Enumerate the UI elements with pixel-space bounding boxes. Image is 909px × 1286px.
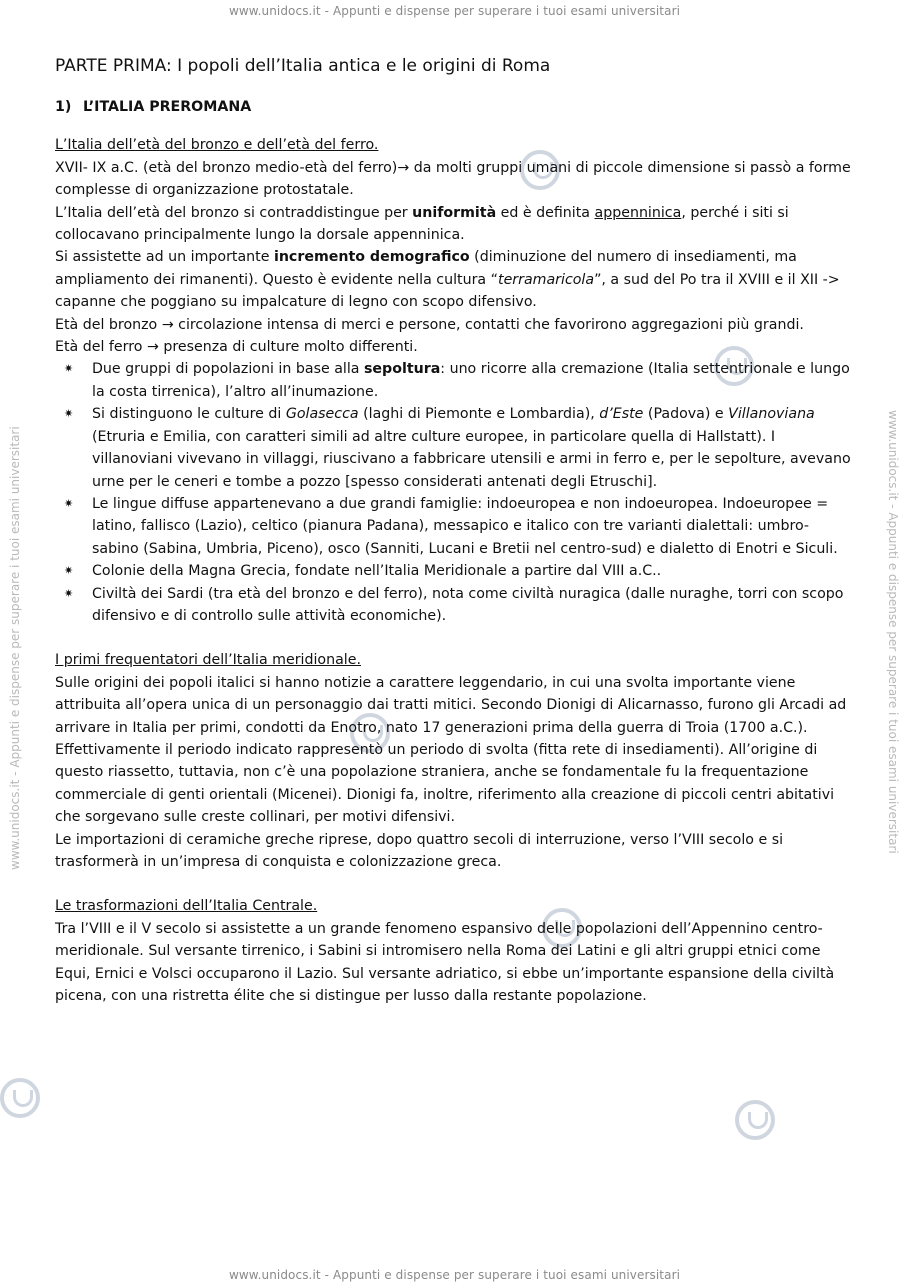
subsection-heading-bronze-iron: L’Italia dell’età del bronzo e dell’età del ferro.	[55, 137, 379, 154]
watermark-top: www.unidocs.it - Appunti e dispense per superare i tuoi esami universitari	[228, 4, 681, 18]
star-bullet-icon: ✷	[64, 362, 74, 376]
star-bullet-icon: ✷	[64, 586, 74, 600]
list-item: ✷ Due gruppi di popolazioni in base alla sepoltura: uno ricorre alla cremazione (Italia settentrionale e lungo la costa tirrenica), l’altro all’inumazione.	[92, 358, 855, 403]
paragraph: Età del bronzo → circolazione intensa di merci e persone, contatti che favorirono aggregazioni più grandi.	[55, 316, 804, 333]
star-bullet-icon: ✷	[64, 496, 74, 510]
paragraph: XVII- IX a.C. (età del bronzo medio-età del ferro)→ da molti gruppi umani di piccole dimensione si passò a forme complesse di organizzazione protostatale.	[55, 159, 851, 199]
unidocs-logo-icon	[0, 1078, 40, 1118]
section-number: 1)	[55, 99, 72, 115]
paragraph: Età del ferro → presenza di culture molto differenti.	[55, 339, 418, 356]
watermark-left: www.unidocs.it - Appunti e dispense per superare i tuoi esami universitari	[8, 426, 22, 870]
subsection-heading-southern-italy: I primi frequentatori dell’Italia meridionale.	[55, 652, 361, 669]
list-item: ✷ Le lingue diffuse appartenevano a due grandi famiglie: indoeuropea e non indoeuropea. Indoeuropee = latino, fallisco (Lazio), celtico (pianura Padana), messapico e italico con tre varianti dialettali: umbro-sabino (Sabina, Umbria, Piceno), osco (Sanniti, Lucani e Bretii nel centro-sud) e dialetto di Enotri e Siculi.	[92, 493, 855, 560]
bullet-list	[55, 358, 855, 627]
subsection-heading-central-italy: Le trasformazioni dell’Italia Centrale.	[55, 898, 318, 915]
list-item: ✷ Si distinguono le culture di Golasecca (laghi di Piemonte e Lombardia), d’Este (Padova) e Villanoviana (Etruria e Emilia, con caratteri simili ad altre culture europee, in particolare quella di Hallstatt). I villanoviani vivevano in villaggi, riuscivano a fabbricare utensili e armi in ferro e, per le sepolture, avevano urne per le ceneri e tombe a pozzo [spesso considerati antenati degli Etruschi].	[92, 403, 855, 493]
section-heading	[55, 96, 855, 118]
document-page	[55, 54, 855, 1007]
star-bullet-icon: ✷	[64, 564, 74, 578]
watermark-bottom: www.unidocs.it - Appunti e dispense per superare i tuoi esami universitari	[228, 1268, 681, 1282]
section-title: L’ITALIA PREROMANA	[83, 99, 252, 115]
star-bullet-icon: ✷	[64, 407, 74, 421]
list-item: ✷ Civiltà dei Sardi (tra età del bronzo e del ferro), nota come civiltà nuragica (dalle nuraghe, torri con scopo difensivo e di controllo sulle attività economiche).	[92, 583, 855, 628]
watermark-right: www.unidocs.it - Appunti e dispense per superare i tuoi esami universitari	[886, 410, 900, 854]
paragraph: Sulle origini dei popoli italici si hanno notizie a carattere leggendario, in cui una svolta importante viene attribuita all’opera unica di un personaggio dai tratti mitici. Secondo Dionigi di Alicarnasso, furono gli Arcadi ad arrivare in Italia per primi, condotti da Enotro, nato 17 generazioni prima della guerra di Troia (1700 a.C.). Effettivamente il periodo indicato rappresentò un periodo di svolta (fitta rete di insediamenti). All’origine di questo riassetto, tuttavia, non c’è una popolazione straniera, anche se fondamentale fu la frequentazione commerciale di genti orientali (Micenei). Dionigi fa, inoltre, riferimento alla creazione di piccoli centri abitativi che sorgevano sulle creste collinari, per motivi difensivi.	[55, 674, 847, 826]
page-title: PARTE PRIMA: I popoli dell’Italia antica e le origini di Roma	[55, 56, 551, 76]
list-item: ✷ Colonie della Magna Grecia, fondate nell’Italia Meridionale a partire dal VIII a.C..	[92, 560, 855, 582]
paragraph: Tra l’VIII e il V secolo si assistette a un grande fenomeno espansivo delle popolazioni dell’Appennino centro-meridionale. Sul versante tirrenico, i Sabini si intromisero nella Roma dei Latini e gli altri gruppi etnici come Equi, Ernici e Volsci occuparono il Lazio. Sul versante adriatico, si ebbe un’importante espansione della civiltà picena, con una ristretta élite che si distingue per lusso dalla restante popolazione.	[55, 920, 835, 1005]
paragraph: L’Italia dell’età del bronzo si contraddistingue per uniformità ed è definita appenninica, perché i siti si collocavano principalmente lungo la dorsale appenninica.	[55, 204, 789, 244]
unidocs-logo-icon	[735, 1100, 775, 1140]
paragraph: Le importazioni di ceramiche greche riprese, dopo quattro secoli di interruzione, verso l’VIII secolo e si trasformerà in un’impresa di conquista e colonizzazione greca.	[55, 831, 784, 870]
paragraph: Si assistette ad un importante incremento demografico (diminuzione del numero di insediamenti, ma ampliamento dei rimanenti). Questo è evidente nella cultura “terramaricola”, a sud del Po tra il XVIII e il XII -> capanne che poggiano su impalcature di legno con scopo difensivo.	[55, 249, 840, 311]
